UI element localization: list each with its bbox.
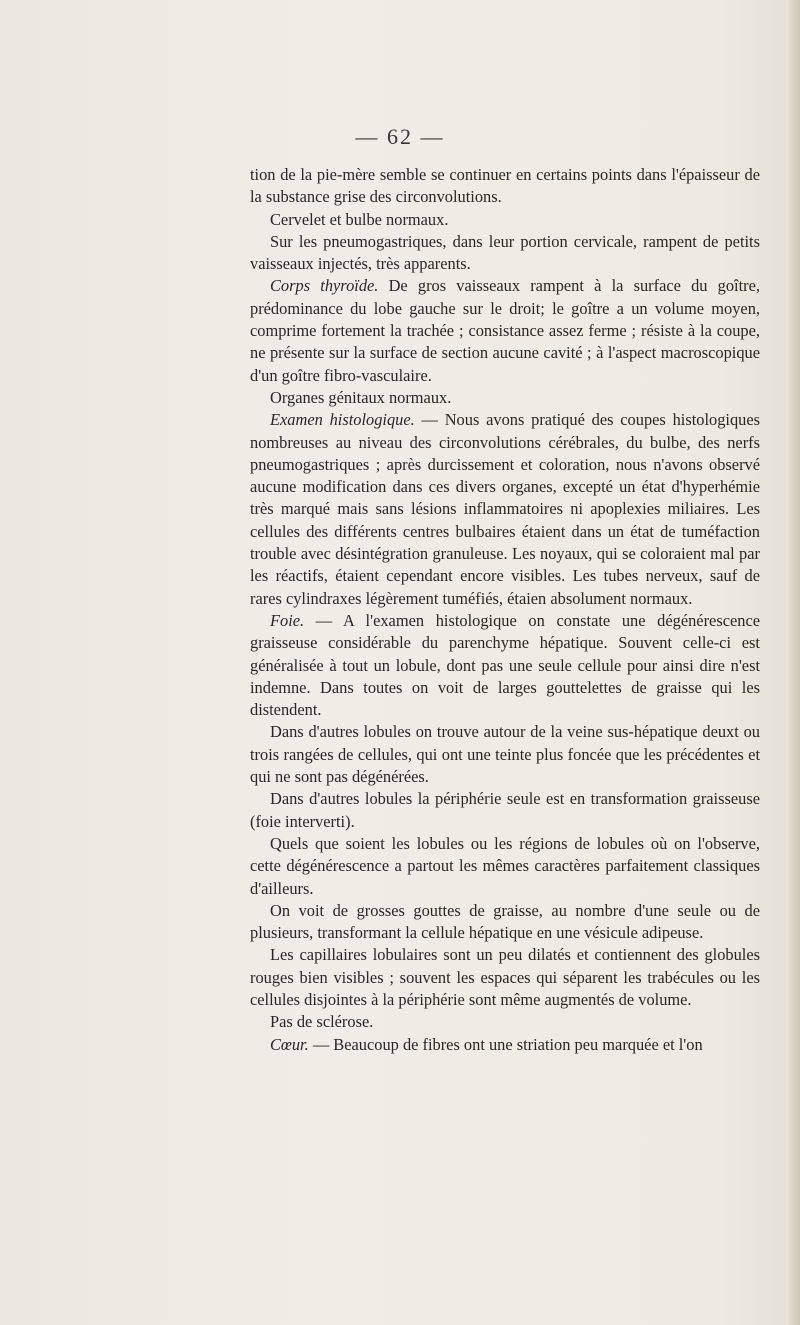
paragraph-text: De gros vaisseaux rampent à la surface du goître, prédominance du lobe gauche sur le droit; le goître a un volume moyen, comprime fortement la trachée ; consistance assez ferme ; résiste à la coupe, ne présente sur la surface de section aucune cavité ; à l'aspect macroscopique d'un goître fibro-vasculaire. bbox=[250, 276, 761, 385]
paragraph-text: Quels que soient les lobules ou les régions de lobules où on l'observe, cette dégénérescence a partout les mêmes caractères parfaitement classiques d'ailleurs. bbox=[250, 833, 760, 898]
paragraph-degenerescence bbox=[250, 833, 760, 900]
paragraph-cervelet bbox=[250, 209, 760, 231]
paragraph-coeur bbox=[250, 1034, 760, 1056]
page-number: — 62 — bbox=[355, 124, 445, 149]
section-lead: Corps thyroïde. bbox=[270, 276, 379, 296]
paragraph-text: Cervelet et bulbe normaux. bbox=[270, 209, 449, 229]
paragraph-text: Dans d'autres lobules la périphérie seule est en transformation graisseuse (foie interverti). bbox=[250, 789, 760, 831]
paragraph-lobules-peripherie bbox=[250, 788, 760, 833]
paragraph-text: Organes génitaux normaux. bbox=[270, 387, 452, 407]
paragraph-text: — Nous avons pratiqué des coupes histologiques nombreuses au niveau des circonvolutions cérébrales, du bulbe, des nerfs pneumogastriques ; après durcissement et coloration, nous n'avons observé aucune modification dans ces divers organes, excepté un état d'hyperhémie très marqué mais sans lésions inflammatoires ni apoplexies miliaires. Les cellules des différents centres bulbaires étaient dans un état de tuméfaction trouble avec désintégration granuleuse. Les noyaux, qui se coloraient mal par les réactifs, étaient cependant encore visibles. Les tubes nerveux, sauf de rares cylindraxes légèrement tuméfiés, étaien absolument normaux. bbox=[250, 410, 761, 608]
paragraph-pneumogastriques bbox=[250, 231, 760, 276]
section-lead: Cœur. bbox=[270, 1034, 309, 1054]
paragraph-corps-thyroide bbox=[250, 275, 760, 386]
paragraph-sclerose bbox=[250, 1011, 760, 1033]
paragraph-examen-histologique bbox=[250, 409, 760, 610]
paragraph-text: — A l'examen histologique on constate une dégénérescence graisseuse considérable du parenchyme hépatique. Souvent celle-ci est généralisée à tout un lobule, dont pas une seule cellule pour ainsi dire n'est indemne. Dans toutes on voit de larges gouttelettes de graisse qui les distendent. bbox=[250, 610, 760, 720]
paragraph-text: tion de la pie-mère semble se continuer en certains points dans l'épaisseur de la substance grise des circonvolutions. bbox=[250, 165, 760, 207]
paragraph-foie bbox=[250, 610, 760, 721]
paragraph-gouttes-graisse bbox=[250, 900, 760, 945]
paragraph-lobules-veine bbox=[250, 721, 760, 788]
paragraph-text: Pas de sclérose. bbox=[270, 1012, 374, 1032]
paragraph-text: — Beaucoup de fibres ont une striation peu marquée et l'on bbox=[308, 1034, 703, 1054]
paragraph-text: Les capillaires lobulaires sont un peu dilatés et contiennent des globules rouges bien visibles ; souvent les espaces qui séparent les trabécules ou les cellules disjointes à la périphérie sont même augmentés de volume. bbox=[250, 945, 760, 1009]
paragraph-capillaires bbox=[250, 944, 760, 1011]
paragraph-text: On voit de grosses gouttes de graisse, au nombre d'une seule ou de plusieurs, transformant la cellule hépatique en une vésicule adipeuse. bbox=[250, 900, 760, 943]
paragraph-text: Dans d'autres lobules on trouve autour de la veine sus-hépatique deuxt ou trois rangées de cellules, qui ont une teinte plus foncée que les précédentes et qui ne sont pas dégénérées. bbox=[250, 722, 760, 787]
paragraph-organes-genitaux bbox=[250, 387, 760, 409]
paragraph-continued bbox=[250, 164, 760, 209]
paragraph-text: Sur les pneumogastriques, dans leur portion cervicale, rampent de petits vaisseaux injectés, très apparents. bbox=[250, 231, 760, 274]
section-lead: Examen histologique. bbox=[270, 410, 415, 430]
body-text bbox=[250, 164, 760, 1056]
section-lead: Foie. bbox=[270, 610, 305, 630]
page-edge-shadow bbox=[786, 0, 800, 1325]
